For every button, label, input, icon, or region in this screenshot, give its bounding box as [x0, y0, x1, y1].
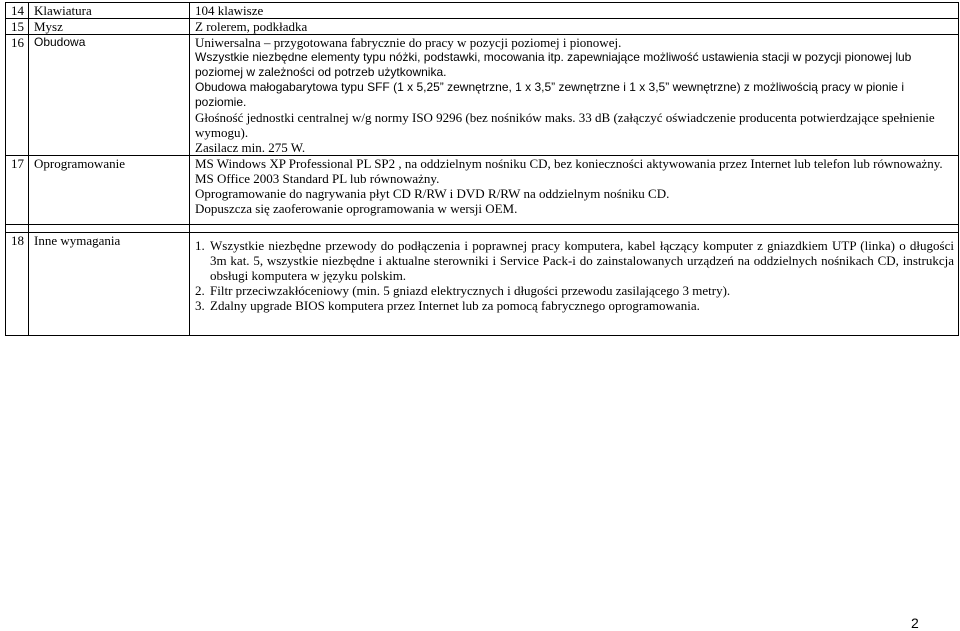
row-name: Klawiatura: [29, 3, 190, 19]
row-description: 104 klawisze: [190, 3, 959, 19]
row-number: 16: [6, 35, 29, 156]
row-description: [190, 35, 959, 156]
row-spacer: [195, 313, 958, 335]
row-description: [190, 156, 959, 225]
table-row: [6, 156, 959, 225]
row-number: 18: [6, 233, 29, 336]
row-description: Z rolerem, podkładka: [190, 19, 959, 35]
row-description: [190, 233, 959, 336]
list-item-number: 3.: [195, 298, 205, 313]
table-gap-row: [6, 225, 959, 233]
row-number: 15: [6, 19, 29, 35]
desc-paragraph: Zasilacz min. 275 W.: [195, 140, 306, 155]
row-name: Obudowa: [29, 35, 190, 156]
desc-paragraph: MS Windows XP Professional PL SP2 , na oddzielnym nośniku CD, bez konieczności aktywowania przez Internet lub telefon lub równoważny.: [195, 156, 943, 171]
table-row: [6, 233, 959, 336]
list-item-number: 1.: [195, 238, 205, 253]
gap-cell: [6, 225, 29, 233]
specification-table: [5, 2, 959, 336]
list-item: [195, 298, 958, 313]
row-number: 17: [6, 156, 29, 225]
page-number: 2: [911, 615, 919, 631]
row-name: Mysz: [29, 19, 190, 35]
list-item-text: Wszystkie niezbędne przewody do podłączenia i poprawnej pracy komputera, kabel łączący komputer z gniazdkiem UTP (linka) o długości 3m kat. 5, wszystkie niezbędne i aktualne sterowniki i Service Pack-i do zainstalowanych urządzeń na oddzielnych nośnikach CD, instrukcja obsługi komputera w języku polskim.: [210, 238, 954, 283]
row-name: Inne wymagania: [29, 233, 190, 336]
desc-paragraph: Dopuszcza się zaoferowanie oprogramowania w wersji OEM.: [195, 201, 518, 216]
table-row: [6, 3, 959, 19]
list-item: [195, 238, 958, 283]
list-item-text: Zdalny upgrade BIOS komputera przez Internet lub za pomocą fabrycznego oprogramowania.: [210, 298, 700, 313]
desc-paragraph: Obudowa małogabarytowa typu SFF (1 x 5,25” zewnętrzne, 1 x 3,5” zewnętrzne i 1 x 3,5” wewnętrzne) z możliwością pracy w pionie i poziomie.: [195, 80, 904, 109]
requirements-list: [195, 238, 958, 313]
desc-paragraph: Wszystkie niezbędne elementy typu nóżki, podstawki, mocowania itp. zapewniające możliwość ustawienia stacji w pozycji pionowej lub poziomej w zależności od potrzeb użytkownika.: [195, 50, 912, 79]
desc-paragraph: Uniwersalna – przygotowana fabrycznie do pracy w pozycji poziomej i pionowej.: [195, 35, 622, 50]
table-row: [6, 35, 959, 156]
desc-paragraph: MS Office 2003 Standard PL lub równoważny.: [195, 171, 440, 186]
row-name: Oprogramowanie: [29, 156, 190, 225]
table-row: [6, 19, 959, 35]
desc-paragraph: Oprogramowanie do nagrywania płyt CD R/RW i DVD R/RW na oddzielnym nośniku CD.: [195, 186, 670, 201]
list-item: [195, 283, 958, 298]
list-item-text: Filtr przeciwzakłóceniowy (min. 5 gniazd elektrycznych i długości przewodu zasilającego 3 metry).: [210, 283, 731, 298]
row-spacer: [195, 216, 958, 224]
gap-cell: [29, 225, 190, 233]
desc-paragraph: Głośność jednostki centralnej w/g normy ISO 9296 (bez nośników maks. 33 dB (załączyć oświadczenie producenta potwierdzające spełnienie wymogu).: [195, 110, 935, 140]
row-number: 14: [6, 3, 29, 19]
gap-cell: [190, 225, 959, 233]
list-item-number: 2.: [195, 283, 205, 298]
